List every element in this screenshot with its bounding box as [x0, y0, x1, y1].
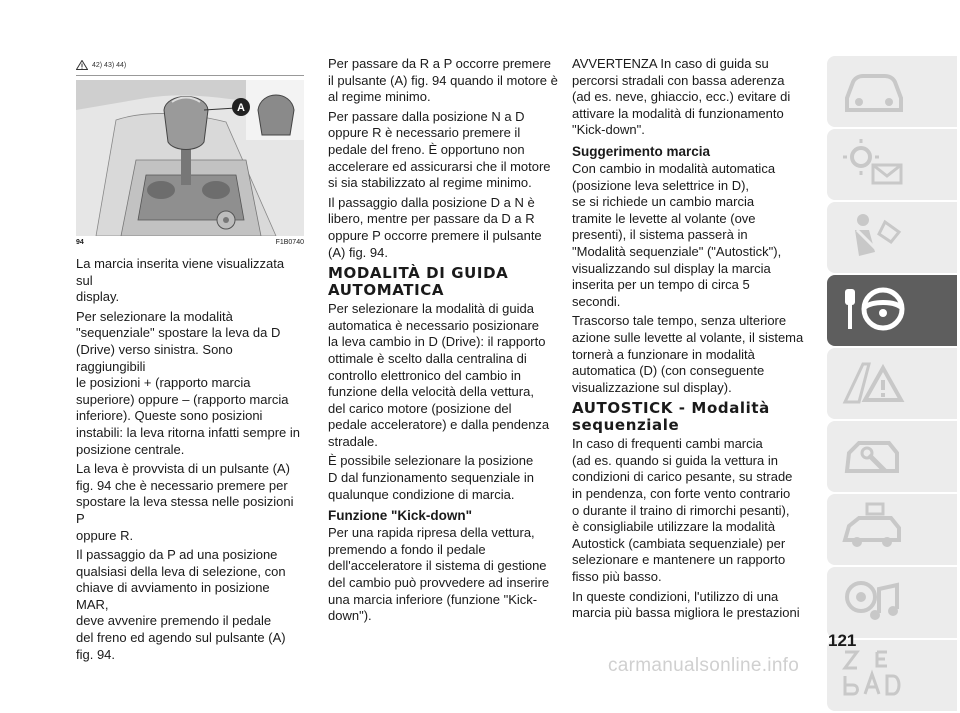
seat-safety-icon: [839, 208, 909, 266]
gear-lever-figure: [76, 80, 304, 236]
column-2: [328, 56, 558, 628]
tab-warning-lights[interactable]: [827, 129, 957, 200]
paragraph: Per passare dalla posizione N a D oppure R è necessario premere il pedale del freno. È opportuno non accelerare ed assicurarsi che il motore si sia stabilizzato al regime minimo.: [328, 108, 551, 191]
warning-lights-icon: [839, 135, 909, 193]
paragraph: Per passare da R a P occorre premere il pulsante (A) fig. 94 quando il motore è al regime minimo.: [328, 56, 558, 105]
tab-seat-safety[interactable]: [827, 202, 957, 273]
multimedia-icon: [839, 573, 909, 631]
paragraph: La leva è provvista di un pulsante (A) fig. 94 che è necessario premere per spostare la leva stessa nelle posizioni P oppure R.: [76, 461, 294, 543]
technical-data-icon: [839, 500, 909, 558]
subheading-gear-suggestion: Suggerimento marcia: [572, 143, 711, 159]
reference-numbers: 42) 43) 44): [92, 61, 127, 69]
road-warning-icon: [839, 354, 909, 412]
warning-references: [76, 60, 126, 70]
tab-multimedia[interactable]: [827, 567, 957, 638]
watermark: carmanualsonline.info: [608, 655, 800, 676]
maintenance-tools-icon: [839, 427, 909, 485]
paragraph: Per una rapida ripresa della vettura, premendo a fondo il pedale dell'acceleratore il sistema di gestione del cambio può provvedere ad inserire una marcia inferiore (funzione "Kick- down").: [328, 525, 550, 624]
chapter-tabs: [827, 56, 957, 713]
paragraph: Per selezionare la modalità di guida automatica è necessario posizionare la leva cambio in D (Drive): il rapporto ottimale è scelto dalla centralina di controllo elettronico del cambio in funzione della velocità della vettura, del carico motore (posizione del pedale acceleratore) e dalla pendenza stradale.: [328, 301, 550, 449]
paragraph: Trascorso tale tempo, senza ulteriore azione sulle levette al volante, il sistema tornerà a funzionare in modalità automatica (D) (con conseguente visualizzazione sul display).: [572, 313, 804, 395]
paragraph: La marcia inserita viene visualizzata sul display.: [76, 256, 285, 305]
column-1: [76, 256, 304, 666]
callout-label-a: A: [237, 102, 245, 114]
tab-car-dashboard[interactable]: [827, 56, 957, 127]
key-steering-wheel-icon: [839, 281, 909, 339]
column-3: [572, 56, 820, 625]
paragraph: Per selezionare la modalità "sequenziale" spostare la leva da D (Drive) verso sinistra. Sono raggiungibili le posizioni + (rapporto marcia superiore) oppure – (rapporto marcia inferiore). Queste sono posizioni instabili: la leva ritorna infatti sempre in posizione centrale.: [76, 308, 300, 457]
paragraph: In queste condizioni, l'utilizzo di una marcia più bassa migliora le prestazioni: [572, 588, 800, 621]
tab-technical-data[interactable]: [827, 494, 957, 565]
warning-paragraph: AVVERTENZA In caso di guida su percorsi stradali con bassa aderenza (ad es. neve, ghiaccio, ecc.) evitare di attivare la modalità di funzionamento "Kick-down".: [572, 56, 791, 138]
paragraph: È possibile selezionare la posizione D dal funzionamento sequenziale in qualunque condizione di marcia.: [328, 453, 534, 502]
tab-starting-driving[interactable]: [827, 275, 957, 346]
subheading-kick-down: Funzione "Kick-down": [328, 508, 473, 524]
figure-caption: [76, 239, 304, 246]
tab-maintenance[interactable]: [827, 421, 957, 492]
car-dashboard-icon: [839, 62, 909, 120]
warning-triangle-icon: [76, 60, 88, 70]
section-heading-automatic-mode: MODALITÀ DI GUIDA AUTOMATICA: [328, 264, 509, 300]
tab-emergency[interactable]: [827, 348, 957, 419]
paragraph: Il passaggio da P ad una posizione qualsiasi della leva di selezione, con chiave di avviamento in posizione MAR, deve avvenire premendo il pedale del freno ed agendo sul pulsante (A) fig. 94.: [76, 547, 286, 662]
paragraph: Il passaggio dalla posizione D a N è libero, mentre per passare da D a R oppure P occorre premere il pulsante (A) fig. 94.: [328, 194, 542, 260]
alphabetical-index-icon: [839, 646, 909, 704]
figure-code: F1B0740: [275, 239, 304, 246]
figure-number: 94: [76, 239, 84, 246]
page-number: 121: [828, 631, 857, 650]
gear-lever-illustration: [76, 80, 304, 236]
divider-rule: [76, 75, 304, 76]
paragraph: Con cambio in modalità automatica (posizione leva selettrice in D), se si richiede un cambio marcia tramite le levette al volante (ove presenti), il sistema passerà in "Modalità sequenziale" ("Autostick"), visualizzando sul display la marcia inserita per un tempo di circa 5 secondi.: [572, 160, 782, 309]
paragraph: In caso di frequenti cambi marcia (ad es. quando si guida la vettura in condizioni di carico pesante, su strade in pendenza, con forte vento contrario o durante il traino di rimorchi pesanti), è consigliabile utilizzare la modalità Autostick (cambiata sequenziale) per selezionare e mantenere un rapporto fisso più basso.: [572, 436, 793, 585]
section-heading-autostick: AUTOSTICK - Modalità sequenziale: [572, 399, 770, 435]
